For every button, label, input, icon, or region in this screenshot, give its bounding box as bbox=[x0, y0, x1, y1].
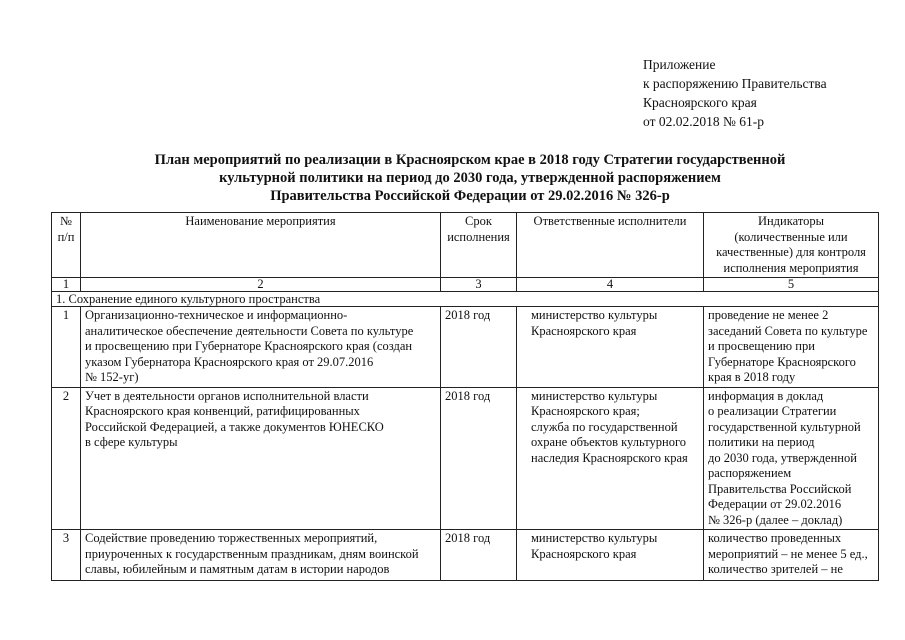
appendix-line: Приложение bbox=[643, 57, 716, 72]
column-number-row bbox=[52, 278, 879, 292]
table-header-row bbox=[52, 213, 879, 278]
table-row bbox=[52, 307, 879, 388]
measure-term: 2018 год bbox=[441, 387, 517, 530]
appendix-line: Красноярского края bbox=[643, 95, 757, 110]
table-row bbox=[52, 530, 879, 581]
section-title: 1. Сохранение единого культурного пространства bbox=[52, 292, 879, 307]
column-number: 5 bbox=[704, 278, 879, 292]
header-name: Наименование мероприятия bbox=[81, 213, 441, 278]
column-number: 4 bbox=[517, 278, 704, 292]
measure-indicators: количество проведенных мероприятий – не менее 5 ед., количество зрителей – не bbox=[704, 530, 879, 581]
title-line: культурной политики на период до 2030 года, утвержденной распоряжением bbox=[219, 170, 721, 186]
row-number: 2 bbox=[52, 387, 81, 530]
title-line: Правительства Российской Федерации от 29.02.2016 № 326-р bbox=[270, 188, 670, 204]
measure-executors: министерство культуры Красноярского края; служба по государственной охране объектов культурного наследия Красноярского края bbox=[517, 387, 704, 530]
section-row bbox=[52, 292, 879, 307]
measure-name: Содействие проведению торжественных мероприятий, приуроченных к государственным праздникам, дням воинской славы, юбилейным и памятным датам в истории народов bbox=[81, 530, 441, 581]
row-number: 3 bbox=[52, 530, 81, 581]
measure-name: Организационно-техническое и информационно- аналитическое обеспечение деятельности Совета по культуре и просвещению при Губернаторе Красноярского края (создан указом Губернатора Красноярского края от 29.07.2016 № 152-уг) bbox=[81, 307, 441, 388]
appendix-line: к распоряжению Правительства bbox=[643, 76, 827, 91]
appendix-note bbox=[643, 55, 893, 131]
column-number: 3 bbox=[441, 278, 517, 292]
column-number: 2 bbox=[81, 278, 441, 292]
measure-executors: министерство культуры Красноярского края bbox=[517, 307, 704, 388]
row-number: 1 bbox=[52, 307, 81, 388]
measure-term: 2018 год bbox=[441, 530, 517, 581]
header-executors: Ответственные исполнители bbox=[517, 213, 704, 278]
header-term: Срок исполнения bbox=[441, 213, 517, 278]
measure-indicators: информация в доклад о реализации Стратегии государственной культурной политики на период до 2030 года, утвержденной распоряжением Правительства Российской Федерации от 29.02.2016 № 326-р (далее – доклад) bbox=[704, 387, 879, 530]
table-row bbox=[52, 387, 879, 530]
measure-term: 2018 год bbox=[441, 307, 517, 388]
column-number: 1 bbox=[52, 278, 81, 292]
measure-indicators: проведение не менее 2 заседаний Совета по культуре и просвещению при Губернаторе Красноярского края в 2018 году bbox=[704, 307, 879, 388]
header-no: № п/п bbox=[52, 213, 81, 278]
measure-executors: министерство культуры Красноярского края bbox=[517, 530, 704, 581]
title-line: План мероприятий по реализации в Красноярском крае в 2018 году Стратегии государственной bbox=[154, 152, 786, 168]
measure-name: Учет в деятельности органов исполнительной власти Красноярского края конвенций, ратифицированных Российской Федерацией, а также документов ЮНЕСКО в сфере культуры bbox=[81, 387, 441, 530]
appendix-line: от 02.02.2018 № 61-р bbox=[643, 114, 764, 129]
plan-table bbox=[51, 212, 879, 581]
document-title bbox=[90, 151, 850, 205]
header-indicators: Индикаторы (количественные или качественные) для контроля исполнения мероприятия bbox=[704, 213, 879, 278]
